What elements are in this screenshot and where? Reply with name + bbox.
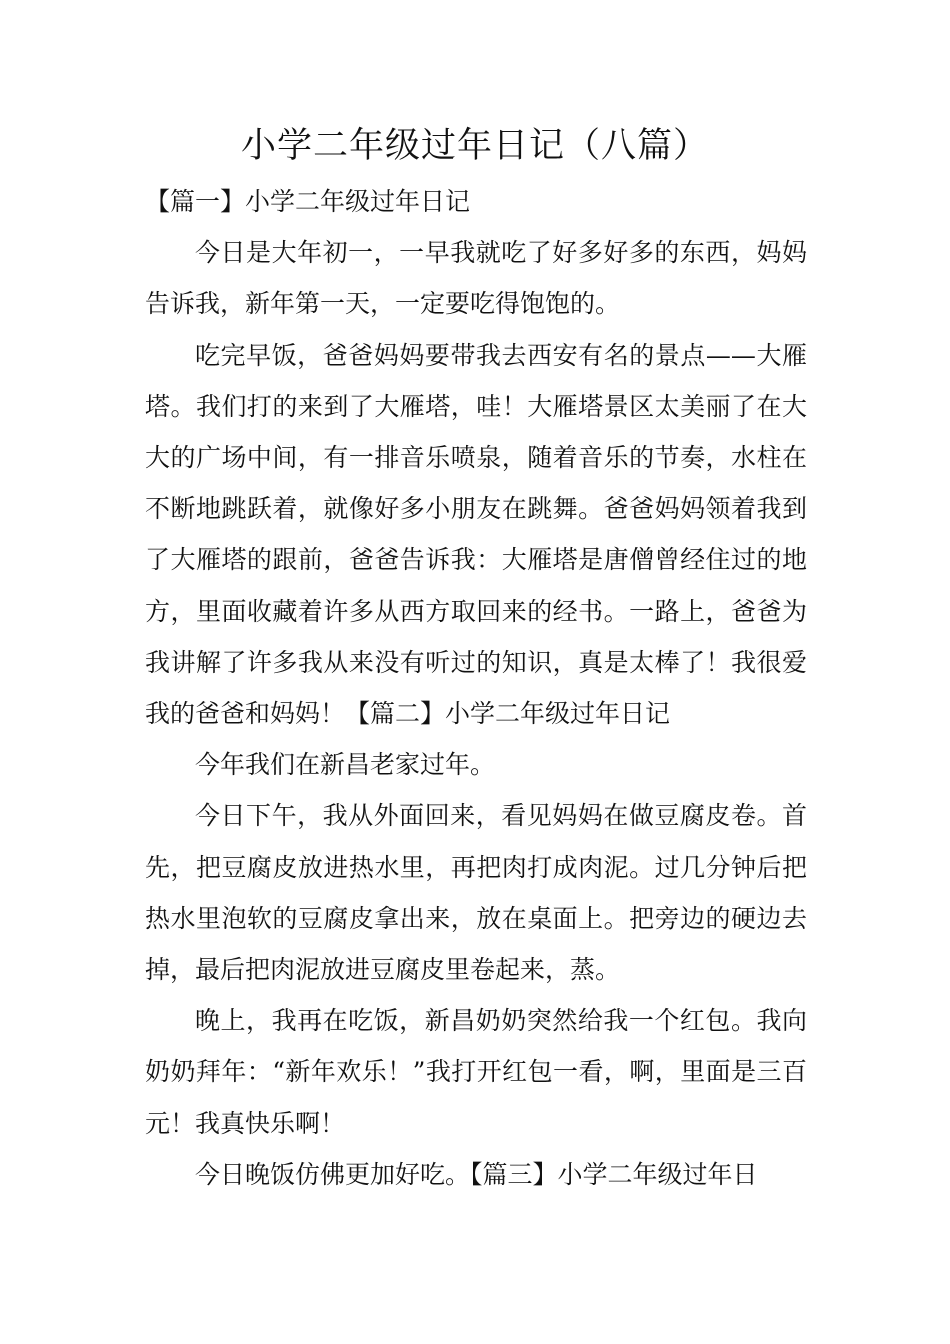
section-heading: 【篇一】小学二年级过年日记 bbox=[145, 187, 471, 216]
paragraph: 今年我们在新昌老家过年。 bbox=[195, 750, 496, 780]
paragraph: 今日是大年初一，一早我就吃了好多好多的东西，妈妈告诉我，新年第一天，一定要吃得饱饱的。 bbox=[145, 238, 807, 319]
document-body bbox=[145, 176, 807, 1200]
paragraph: 吃完早饭，爸爸妈妈要带我去西安有名的景点——大雁塔。我们打的来到了大雁塔，哇！大雁塔景区太美丽了在大大的广场中间，有一排音乐喷泉，随着音乐的节奏，水柱在不断地跳跃着，就像好多小朋友在跳舞。爸爸妈妈领着我到了大雁塔的跟前，爸爸告诉我：大雁塔是唐僧曾经住过的地方，里面收藏着许多从西方取回来的经书。一路上，爸爸为我讲解了许多我从来没有听过的知识，真是太棒了！我很爱我的爸爸和妈妈！【篇二】小学二年级过年日记 bbox=[145, 340, 807, 729]
document-title: 小学二年级过年日记（八篇） bbox=[240, 126, 709, 166]
paragraph: 今日下午，我从外面回来，看见妈妈在做豆腐皮卷。首先，把豆腐皮放进热水里，再把肉打成肉泥。过几分钟后把热水里泡软的豆腐皮拿出来，放在桌面上。把旁边的硬边去掉，最后把肉泥放进豆腐皮里卷起来，蒸。 bbox=[145, 801, 807, 985]
paragraph: 晚上，我再在吃饭，新昌奶奶突然给我一个红包。我向奶奶拜年：“新年欢乐！”我打开红包一看，啊，里面是三百元！我真快乐啊！ bbox=[145, 1006, 807, 1138]
paragraph: 今日晚饭仿佛更加好吃。【篇三】小学二年级过年日 bbox=[195, 1159, 758, 1189]
